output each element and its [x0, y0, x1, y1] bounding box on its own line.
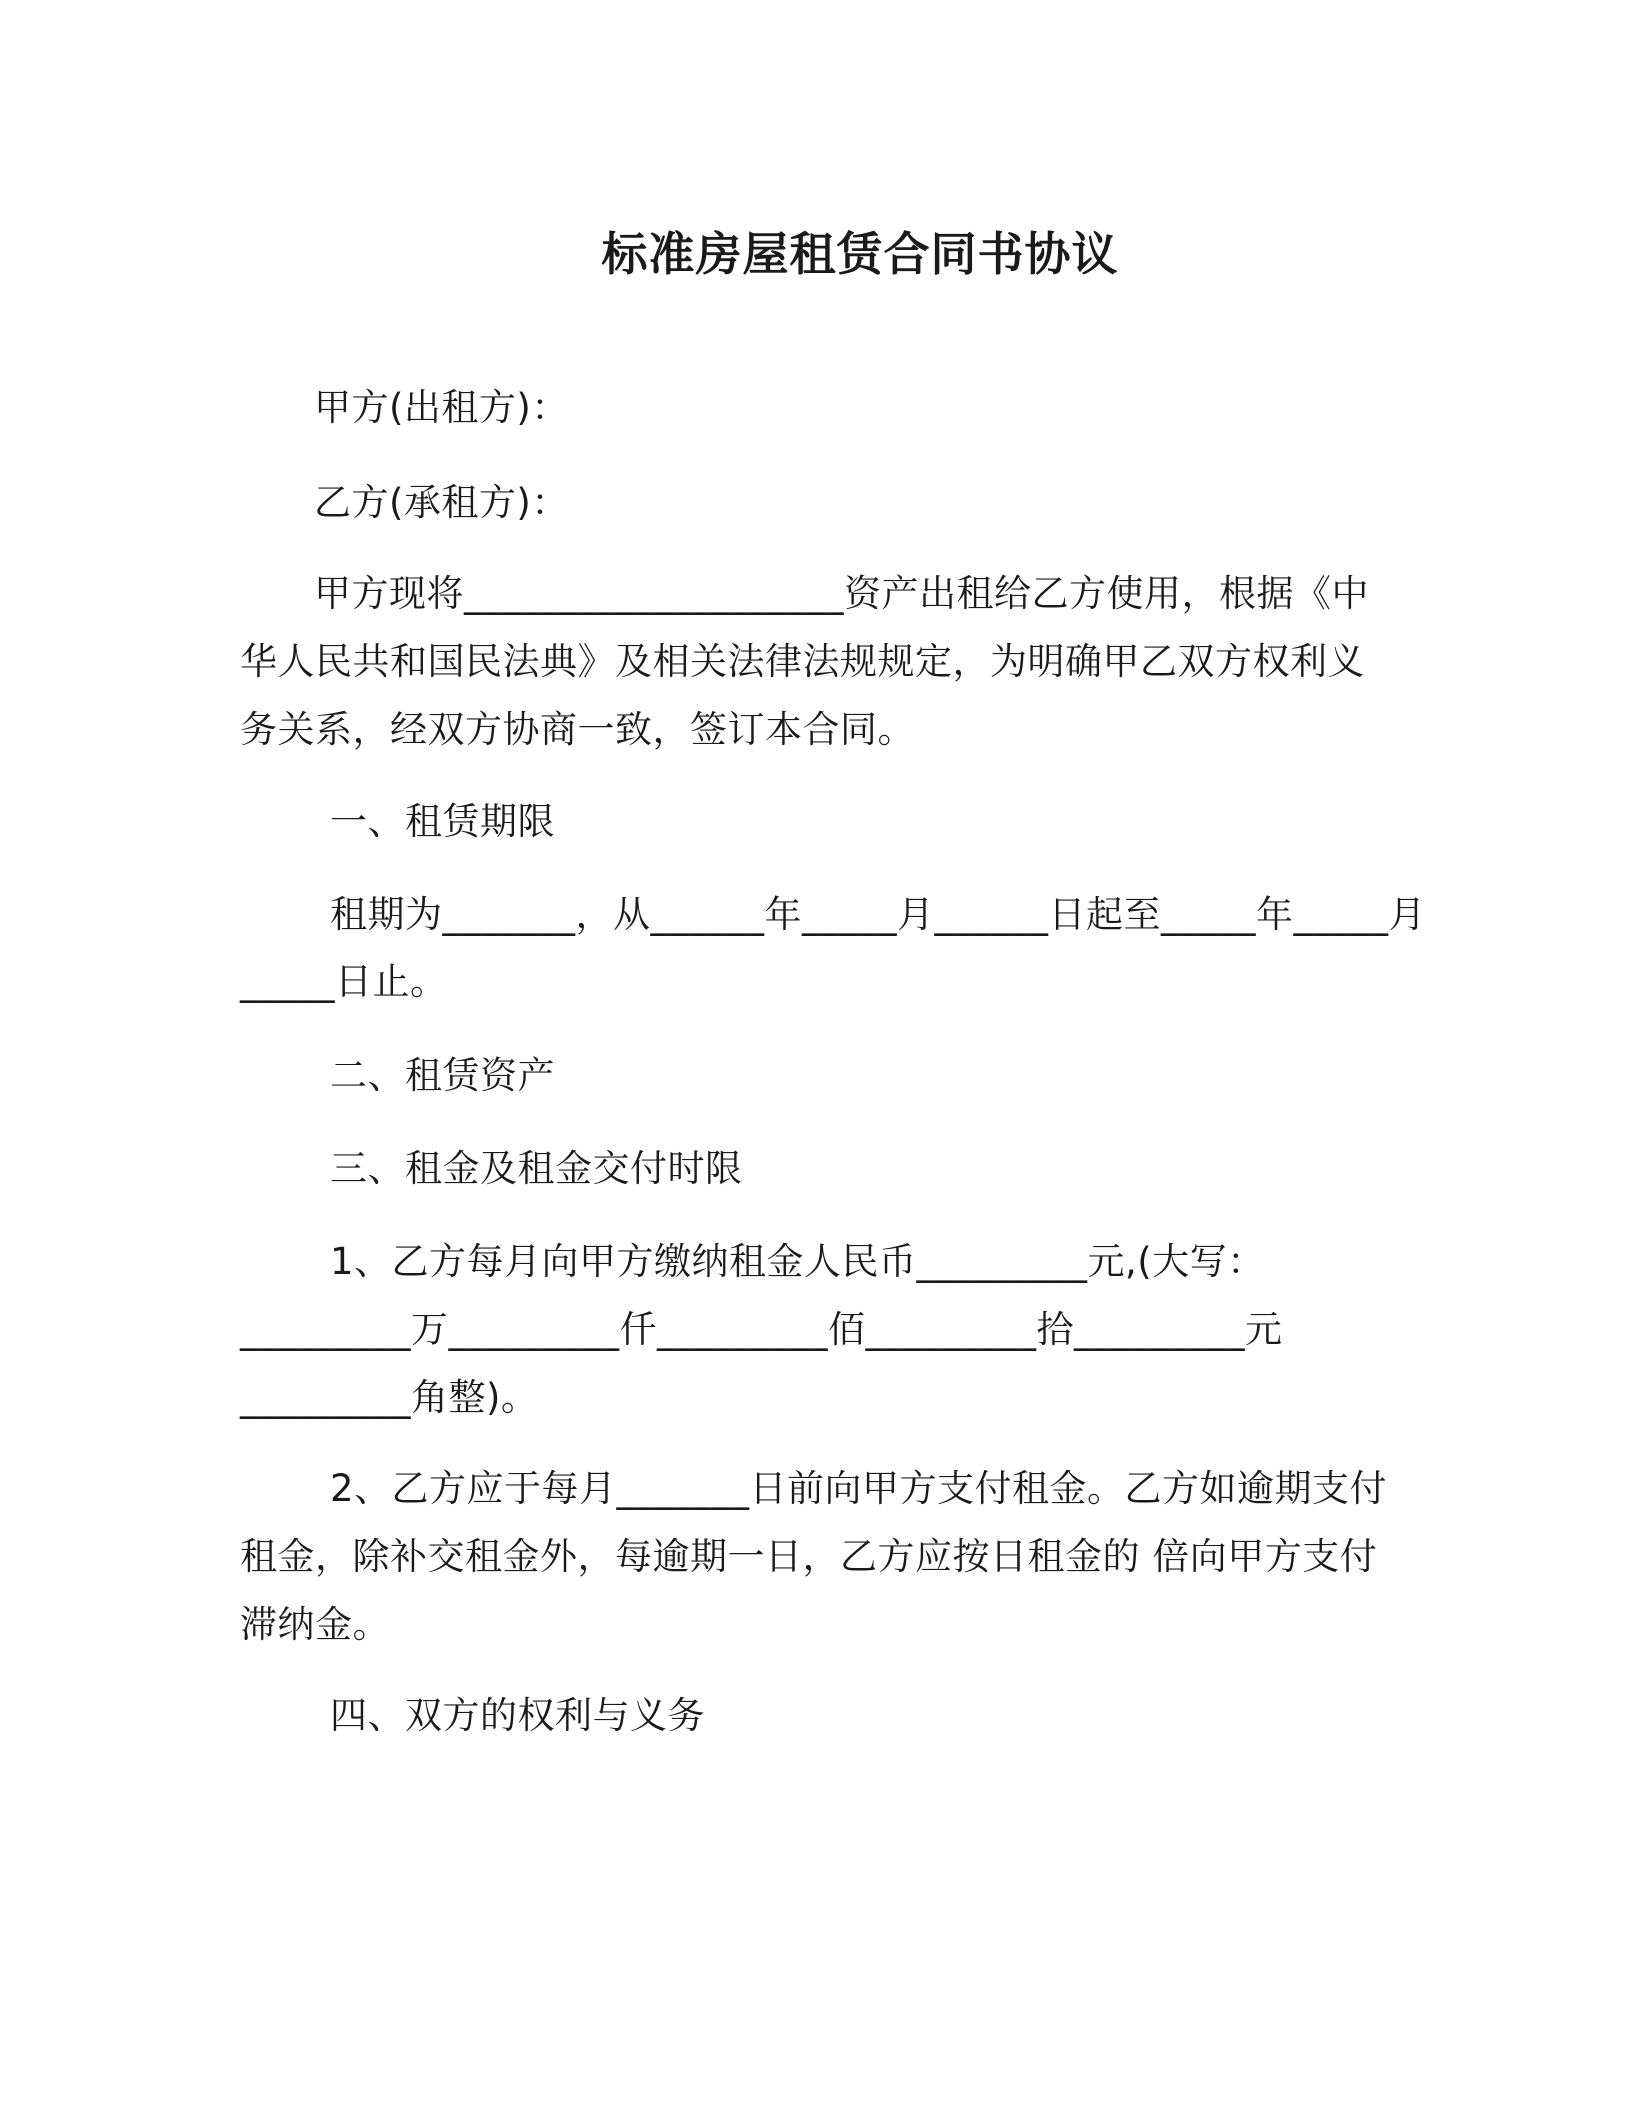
- party-b-line: 乙方(承租方)：: [314, 481, 569, 524]
- intro-paragraph-line-2: 华人民共和国民法典》及相关法律法规规定，为明确甲乙双方权利义: [240, 640, 1365, 683]
- section-heading-leased-assets: 二、租赁资产: [330, 1054, 555, 1097]
- party-a-line: 甲方(出租方)：: [314, 386, 569, 429]
- section-heading-rent: 三、租金及租金交付时限: [330, 1147, 743, 1190]
- section-heading-rights-obligations: 四、双方的权利与义务: [330, 1694, 705, 1737]
- rent-clause-1-line-3: _________角整)。: [240, 1376, 539, 1419]
- rent-clause-1-line-2: _________万_________仟_________佰_________拾_________元: [240, 1308, 1283, 1351]
- rent-clause-2-line-3: 滞纳金。: [240, 1603, 390, 1646]
- intro-paragraph-line-1: 甲方现将____________________资产出租给乙方使用，根据《中: [314, 572, 1369, 615]
- rent-clause-1-line-1: 1、乙方每月向甲方缴纳租金人民币_________元,(大写：: [330, 1240, 1265, 1283]
- document-title: 标准房屋租赁合同书协议: [601, 227, 1119, 281]
- lease-term-line-1: 租期为_______，从______年_____月______日起至_____年_____月: [330, 893, 1426, 936]
- rent-clause-2-line-1: 2、乙方应于每月_______日前向甲方支付租金。乙方如逾期支付: [330, 1467, 1388, 1510]
- rent-clause-2-line-2: 租金，除补交租金外，每逾期一日，乙方应按日租金的 倍向甲方支付: [240, 1535, 1378, 1578]
- section-heading-lease-term: 一、租赁期限: [330, 800, 555, 843]
- intro-paragraph-line-3: 务关系，经双方协商一致，签订本合同。: [240, 708, 915, 751]
- lease-term-line-2: _____日止。: [240, 960, 448, 1003]
